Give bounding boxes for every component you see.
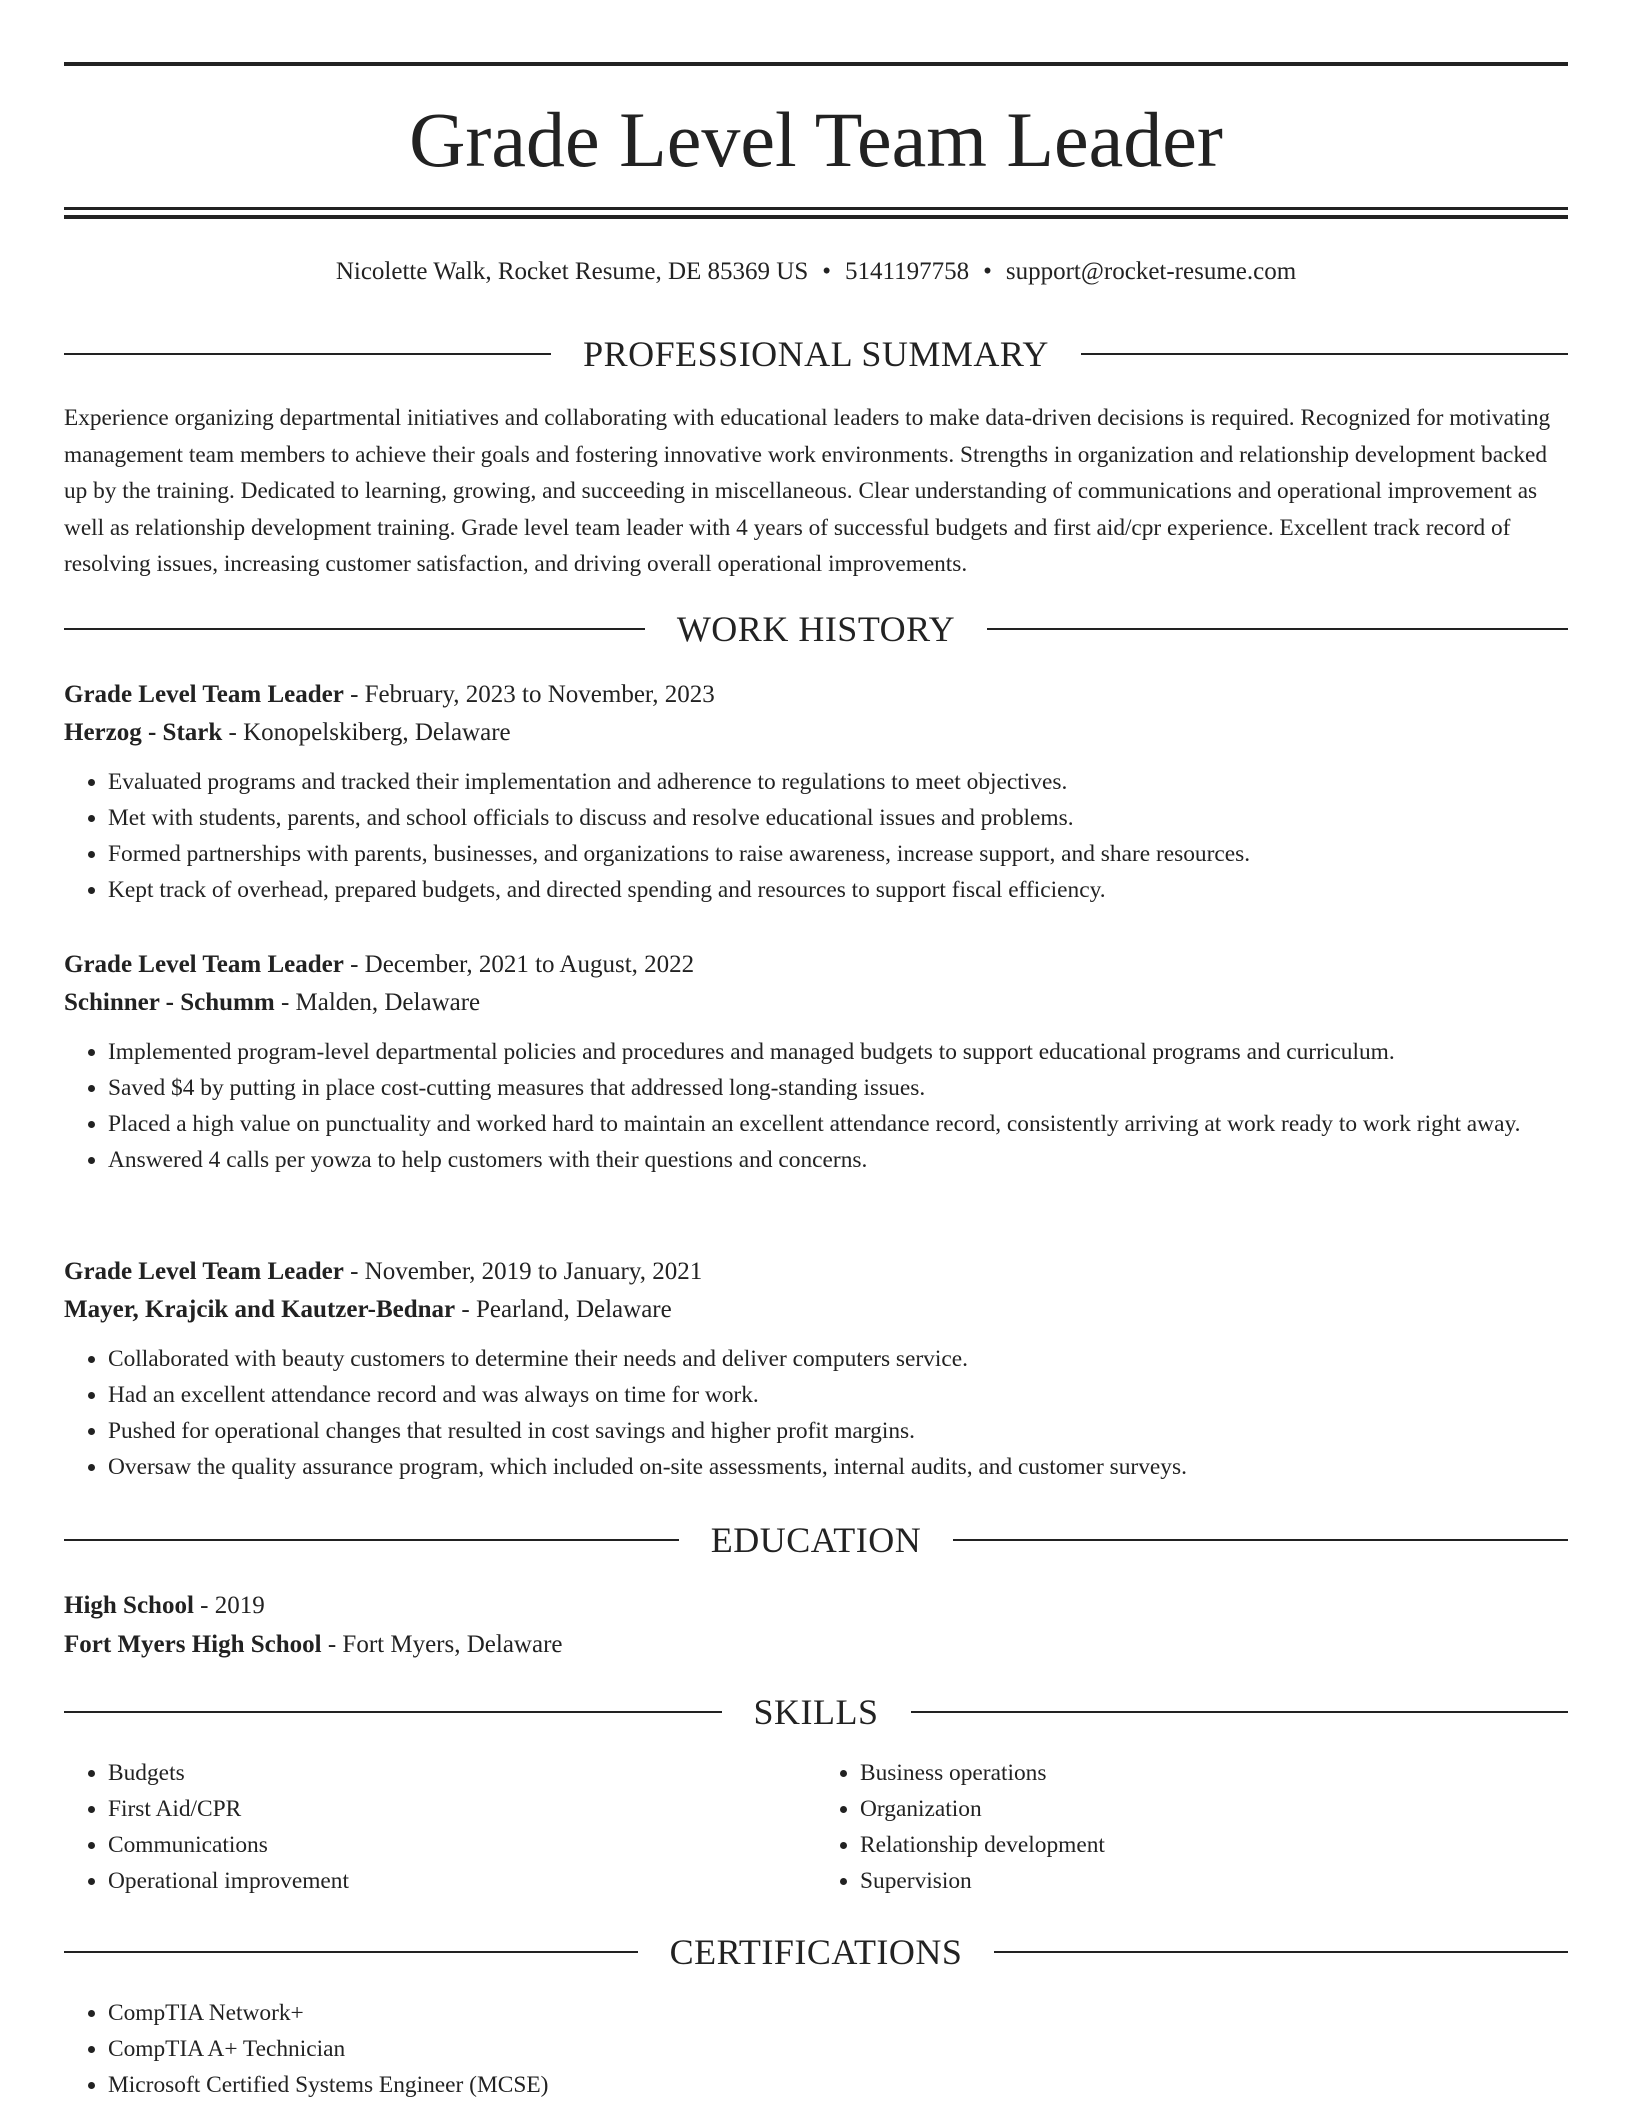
heading-rule: [64, 353, 551, 355]
list-item: • Microsoft Certified Systems Engineer (MCSE): [108, 2067, 1568, 2103]
job-bullets: [64, 1034, 1568, 1178]
job-bullets: [64, 1341, 1568, 1485]
job-entry: [64, 1253, 1568, 1485]
job-dates: - November, 2019 to January, 2021: [343, 1258, 703, 1285]
job-title: Grade Level Team Leader: [64, 681, 344, 708]
contact-separator: •: [822, 258, 832, 285]
job-title-line: [64, 676, 1568, 714]
certifications-list: [64, 1995, 1568, 2103]
job-company-line: [64, 984, 1568, 1022]
section-heading-summary: [64, 332, 1568, 376]
list-item: • Kept track of overhead, prepared budgets, and directed spending and resources to support fiscal efficiency.: [108, 872, 1568, 908]
heading-rule: [64, 628, 645, 630]
section-heading-certifications: [64, 1930, 1568, 1974]
job-entry: [64, 946, 1568, 1178]
heading-rule: [64, 1951, 638, 1953]
resume-title: Grade Level Team Leader: [409, 96, 1223, 183]
job-company-line: [64, 714, 1568, 752]
education-year: - 2019: [193, 1592, 265, 1619]
education-school-line: [64, 1625, 1568, 1664]
list-item: • Pushed for operational changes that resulted in cost savings and higher profit margins.: [108, 1413, 1568, 1449]
list-item: • Relationship development: [860, 1827, 1568, 1863]
heading-label: SKILLS: [753, 1692, 879, 1732]
job-company-line: [64, 1291, 1568, 1329]
heading-label: EDUCATION: [710, 1520, 922, 1560]
skills-columns: [64, 1755, 1568, 1899]
list-item: • Formed partnerships with parents, businesses, and organizations to raise awareness, increase support, and share resources.: [108, 836, 1568, 872]
list-item: • Budgets: [108, 1755, 816, 1791]
job-title-line: [64, 946, 1568, 984]
list-item: • Communications: [108, 1827, 816, 1863]
heading-label: PROFESSIONAL SUMMARY: [583, 334, 1049, 374]
title-rule-lower: [64, 215, 1568, 219]
education-location: - Fort Myers, Delaware: [321, 1631, 563, 1658]
list-item: • Met with students, parents, and school officials to discuss and resolve educational issues and problems.: [108, 800, 1568, 836]
heading-label: CERTIFICATIONS: [669, 1932, 963, 1972]
contact-address: Nicolette Walk, Rocket Resume, DE 85369 US: [335, 258, 809, 285]
list-item: • First Aid/CPR: [108, 1791, 816, 1827]
education-school: Fort Myers High School: [64, 1631, 322, 1658]
job-company: Herzog - Stark: [64, 719, 223, 746]
heading-rule: [987, 628, 1568, 630]
education-degree: High School: [64, 1592, 194, 1619]
job-company: Schinner - Schumm: [64, 989, 275, 1016]
list-item: • Collaborated with beauty customers to determine their needs and deliver computers service.: [108, 1341, 1568, 1377]
list-item: • Implemented program-level departmental policies and procedures and managed budgets to support educational programs and curriculum.: [108, 1034, 1568, 1070]
top-rule: [64, 62, 1568, 66]
list-item: • Organization: [860, 1791, 1568, 1827]
list-item: • Oversaw the quality assurance program, which included on-site assessments, internal audits, and customer surveys.: [108, 1449, 1568, 1485]
education-entry: [64, 1586, 1568, 1664]
list-item: • CompTIA Network+: [108, 1995, 1568, 2031]
job-location: - Konopelskiberg, Delaware: [222, 719, 511, 746]
job-title-line: [64, 1253, 1568, 1291]
heading-label: WORK HISTORY: [676, 609, 956, 649]
job-title: Grade Level Team Leader: [64, 1258, 344, 1285]
contact-phone: 5141197758: [845, 258, 970, 285]
list-item: • Answered 4 calls per yowza to help customers with their questions and concerns.: [108, 1142, 1568, 1178]
certifications-list-wrap: [64, 1995, 1568, 2103]
job-location: - Malden, Delaware: [274, 989, 481, 1016]
list-item: • CompTIA A+ Technician: [108, 2031, 1568, 2067]
contact-separator: •: [983, 258, 992, 285]
list-item: • Supervision: [860, 1863, 1568, 1899]
job-company: Mayer, Krajcik and Kautzer-Bednar: [64, 1296, 456, 1323]
job-dates: - February, 2023 to November, 2023: [343, 681, 715, 708]
heading-rule: [953, 1539, 1568, 1541]
section-heading-skills: [64, 1690, 1568, 1734]
skills-list-left: [64, 1755, 816, 1899]
job-entry: [64, 676, 1568, 908]
contact-line: [64, 256, 1568, 288]
job-dates: - December, 2021 to August, 2022: [343, 951, 695, 978]
education-degree-line: [64, 1586, 1568, 1625]
section-heading-education: [64, 1518, 1568, 1562]
skills-list-right: [816, 1755, 1568, 1899]
heading-rule: [64, 1539, 679, 1541]
heading-rule: [994, 1951, 1568, 1953]
heading-rule: [64, 1711, 722, 1713]
contact-email: support@rocket-resume.com: [1005, 258, 1297, 285]
title-rule-upper: [64, 207, 1568, 210]
list-item: • Saved $4 by putting in place cost-cutting measures that addressed long-standing issues.: [108, 1070, 1568, 1106]
section-heading-work: [64, 607, 1568, 651]
list-item: • Had an excellent attendance record and was always on time for work.: [108, 1377, 1568, 1413]
job-title: Grade Level Team Leader: [64, 951, 344, 978]
heading-rule: [911, 1711, 1569, 1713]
job-location: - Pearland, Delaware: [455, 1296, 672, 1323]
heading-rule: [1081, 353, 1568, 355]
list-item: • Placed a high value on punctuality and worked hard to maintain an excellent attendance record, consistently arriving at work ready to work right away.: [108, 1106, 1568, 1142]
list-item: • Evaluated programs and tracked their implementation and adherence to regulations to meet objectives.: [108, 764, 1568, 800]
job-bullets: [64, 764, 1568, 908]
list-item: • Operational improvement: [108, 1863, 816, 1899]
list-item: • Business operations: [860, 1755, 1568, 1791]
summary-text: Experience organizing departmental initiatives and collaborating with educational leaders to make data-driven decisions is required. Recognized for motivating management team members to achieve their goals and fostering innovative work environments. Strengths in organization and relationship development backed up by the training. Dedicated to learning, growing, and succeeding in miscellaneous. Clear understanding of communications and operational improvement as well as relationship development training. Grade level team leader with 4 years of successful budgets and first aid/cpr experience. Excellent track record of resolving issues, increasing customer satisfaction, and driving overall operational improvements.: [64, 405, 1551, 577]
